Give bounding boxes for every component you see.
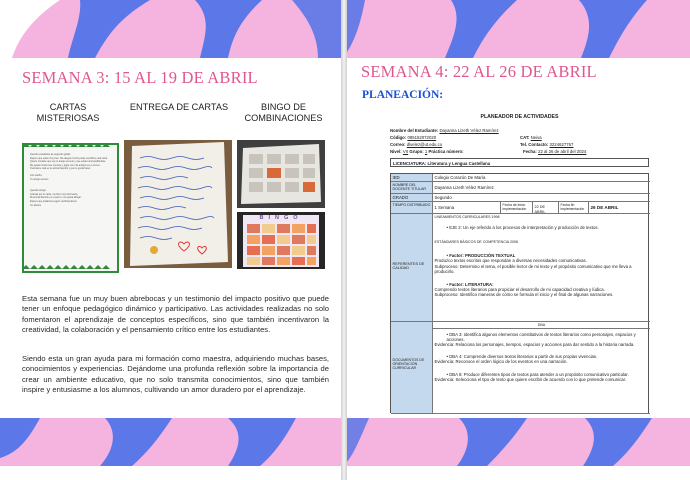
dba-heading: DBA xyxy=(433,322,650,329)
bingo-word: BINGO xyxy=(259,215,303,221)
student-value: Dayanna Lizeth Vélez Ramírez xyxy=(439,128,499,133)
planeacion-subheading: PLANEACIÓN: xyxy=(362,89,444,101)
caption-cartas-misteriosas: CARTAS MISTERIOSAS xyxy=(36,102,100,123)
ied-label: IED xyxy=(391,174,433,182)
wave-decoration xyxy=(0,418,341,466)
phone-value: 3224627767 xyxy=(549,142,574,147)
tiempo-label: TIEMPO DISTRIBUIDO xyxy=(391,202,433,214)
week-4-heading: SEMANA 4: 22 AL 26 DE ABRIL xyxy=(361,62,597,81)
evidencia-8: Evidencia: Selecciona el tipo de texto que quiere escribir de acuerdo con lo que pretende comunicar. xyxy=(434,376,627,382)
factor2-heading: Factor: LITERATURA: xyxy=(449,281,494,287)
phone-label: Tel. Contacto: xyxy=(520,142,549,147)
eje-text: EJE 2: Un eje referido a los procesos de interpretación y producción de textos. xyxy=(449,224,599,230)
photo-cartas-misteriosas xyxy=(22,143,119,273)
planner-table xyxy=(390,173,649,413)
cat-value: Neiva xyxy=(530,135,542,140)
email-value: dlvelez@ut.edu.co xyxy=(406,142,443,147)
wave-decoration xyxy=(347,0,690,58)
subproceso-2: Subproceso: Identifico maneras de cómo se formula el inicio y el final de algunas narraciones. xyxy=(434,292,614,298)
grado-value: Segundo xyxy=(433,194,650,202)
orientacion-label: DOCUMENTOS DE ORIENTACIÓN CURRICULAR xyxy=(391,322,433,414)
letter-line: Gracias por tu carta, me hizo muy feliz leerla. xyxy=(30,192,78,196)
dba8-text: DBA 8: Produce diferentes tipos de textos para atender a un propósito comunicativo particular. xyxy=(449,371,629,377)
referentes-label: REFERENTES DE CALIDAD xyxy=(391,214,433,322)
fecha-fin-label: Fecha fin implementación xyxy=(559,202,589,214)
activity-planner-document xyxy=(390,113,649,413)
dba3-text: DBA 3: Identifica algunos elementos constitutivos de textos literarios como personajes, espacios y acciones. xyxy=(446,331,636,342)
group-value: 1 xyxy=(424,149,428,154)
wave-decoration xyxy=(347,418,690,466)
docente-label: NOMBRE DEL DOCENTE TITULAR xyxy=(391,182,433,194)
practice-label: Práctica número: xyxy=(428,149,464,154)
left-page xyxy=(0,0,341,480)
subproceso-1: Subproceso: Determino el tema, el posible lector de mi texto y el propósito comunicativo que me lleva a producirlo. xyxy=(434,263,632,274)
licenciatura-box xyxy=(390,158,649,167)
photo-bingo-tarjeta xyxy=(237,140,325,208)
email-label: Correo: xyxy=(390,142,406,147)
code-value: 085152072020 xyxy=(407,135,437,140)
cat-label: CAT: xyxy=(520,135,530,140)
bottom-decorative-band xyxy=(347,418,690,466)
code-label: Código: xyxy=(390,135,407,140)
top-decorative-band xyxy=(0,0,341,58)
top-decorative-band xyxy=(347,0,690,58)
fecha-fin-value: 26 DE ABRIL xyxy=(589,202,650,214)
factor1-description: Produzco textos escritos que respondan a diversas necesidades comunicativas. xyxy=(434,258,587,264)
letter-line: Quiero contarte que soy tu amigo secreto y que estaré acompañándote. xyxy=(30,160,107,164)
letter-line: Cuéntame cuál es tu animal favorito y qué te gusta hacer. xyxy=(30,167,91,171)
letter-line: Mi animal favorito es el perro y me gusta dibujar. xyxy=(30,196,82,200)
letter-line: Un abrazo xyxy=(30,203,42,207)
estandares-heading: ESTÁNDARES BÁSICOS DE COMPETENCIA 2006 xyxy=(434,239,518,244)
date-value: 22 al 26 de abril del 2024 xyxy=(538,149,587,154)
date-label: Fecha: xyxy=(523,149,537,154)
group-label: Grupo: xyxy=(409,149,424,154)
factor1-heading: Factor: PRODUCCIÓN TEXTUAL xyxy=(449,253,516,259)
dba-content: • DBA 3: Identifica algunos elementos constitutivos de textos literarios como personajes, espacios y acciones. Evidencia: Relaciona los personajes, tiempos, espacios y acciones para dar sentido a la historia narrada. • DBA 4: Comprende diversos textos literarios a partir de sus propias vivencias. Evidencia: Reconoce el orden lógico de los eventos en una narración. • DBA 8: Produce diferentes tipos de textos para atender a un propósito comunicativo particular. Evidencia: Selecciona el tipo de texto que quiere escribir de acuerdo con lo que pretende comunicar. xyxy=(433,329,650,414)
lineamientos-heading: LINEAMIENTOS CURRICULARES 1998 xyxy=(434,214,500,219)
planner-title: PLANEADOR DE ACTIVIDADES xyxy=(480,114,559,120)
reflection-paragraph-2: Siendo esta un gran ayuda para mi formación como maestra, adquiriendo muchas bases, conocimientos y experiencias. Dejándome una profunda reflexión sobre la importancia de crear un ambiente educativo, que no solo transmita conocimientos, sino que también inspire y entusiasme a los alumnos, cultivando un amor duradero por el aprendizaje. xyxy=(22,354,329,394)
week-3-heading: SEMANA 3: 15 AL 19 DE ABRIL xyxy=(22,68,258,87)
licenciatura-text: LICENCIATURA: Literatura y Lengua Castellana xyxy=(393,161,491,166)
referentes-content: LINEAMIENTOS CURRICULARES 1998 • EJE 2: Un eje referido a los procesos de interpretación y producción de textos. ESTÁNDARES BÁSICOS DE COMPETENCIA 2006 • Factor: PRODUCCIÓN TEXTUAL Produzco textos escritos que respondan a diversas necesidades comunicativas. Subproceso: Determino el tema, el posible lector de mi texto y el propósito comunicativo que me lleva a producirlo. • Factor: LITERATURA: Comprendo textos literarios para propiciar el desarrollo de mi capacidad creativa y lúdica. Subproceso: Identifico maneras de cómo se formula el inicio y el final de algunas narraciones. xyxy=(433,214,650,322)
dba4-text: DBA 4: Comprende diversos textos literarios a partir de sus propias vivencias. xyxy=(449,354,598,360)
photo-bingo-tablero xyxy=(237,212,325,269)
evidencia-3: Evidencia: Relaciona los personajes, tiempos, espacios y acciones para dar sentido a la historia narrada. xyxy=(434,341,635,347)
wave-decoration xyxy=(0,0,341,58)
letter-line: Querido estudiante de segundo grado: xyxy=(30,153,71,156)
docente-value: Dayanna Lizeth Vélez Ramírez xyxy=(433,182,650,194)
caption-bingo-de-combinaciones: BINGO DE COMBINACIONES xyxy=(244,102,323,123)
reflection-paragraph-1: Esta semana fue un muy buen abrebocas y un testimonio del impacto positivo que puede tener un enfoque pedagógico dinámico y participativo. Las actividades realizadas no solo fomentaron el aprendizaje de conceptos específicos, sino que también incentivaron la creatividad, la colaboración y el pensamiento crítico entre los estudiantes. xyxy=(22,294,329,334)
evidencia-4: Evidencia: Reconoce el orden lógico de los eventos en una narración. xyxy=(434,359,568,365)
grado-label: GRADO xyxy=(391,194,433,202)
fecha-inicio-label: Fecha de inicio implementación xyxy=(501,202,533,214)
letter-line: Espero que estés muy bien. Me alegra mucho poder escribirte esta carta. xyxy=(30,156,108,160)
handwritten-letter-graphic xyxy=(124,140,232,268)
student-label: Nombre del Estudiante: xyxy=(390,128,439,133)
level-value: VII xyxy=(402,149,409,154)
letter-line: Con cariño, xyxy=(30,173,43,177)
letter-line: Me gusta mucho leer cuentos y jugar con mis amigos en el recreo. xyxy=(30,163,101,167)
ied-value: Colegio Corazón De María xyxy=(433,174,650,182)
tiempo-value: 1 Semana xyxy=(433,202,501,214)
factor2-description: Comprendo textos literarios para propiciar el desarrollo de mi capacidad creativa y lúdica. xyxy=(434,287,605,293)
letter-line: Espero que podamos seguir escribiéndonos. xyxy=(30,199,78,203)
letter-line: Querido amigo: xyxy=(30,189,47,193)
bingo-card-graphic xyxy=(237,140,325,208)
photo-entrega-de-cartas xyxy=(124,140,232,268)
letter-line: Tu amigo secreto xyxy=(30,177,49,181)
fecha-inicio-value: 22 DE ABRIL xyxy=(533,202,559,214)
bottom-decorative-band xyxy=(0,418,341,466)
level-label: Nivel: xyxy=(390,149,402,154)
caption-entrega-de-cartas: ENTREGA DE CARTAS xyxy=(129,102,229,112)
